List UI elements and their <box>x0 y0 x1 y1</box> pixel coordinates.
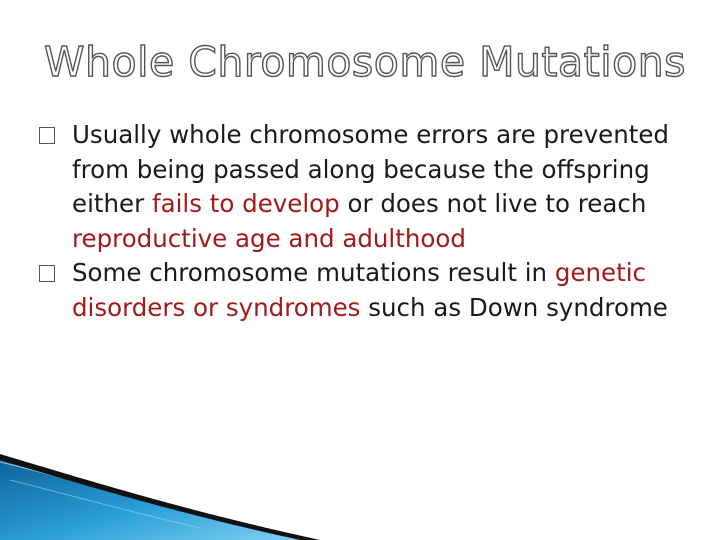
bullet-text: Some chromosome mutations result in <box>72 258 555 287</box>
slide-body <box>30 118 710 325</box>
bullet-item <box>30 118 710 256</box>
bullet-text: or does not live to reach <box>339 189 647 218</box>
highlighted-text: fails to develop <box>151 189 340 218</box>
bullet-text: such as Down syndrome <box>360 292 668 322</box>
square-bullet-icon <box>30 125 64 145</box>
highlighted-text: genetic disorders or syndromes <box>72 258 646 322</box>
decorative-swoosh <box>0 440 320 540</box>
bullet-item <box>30 256 710 325</box>
bullet-text: Usually whole chromosome errors are prevented from being passed along because the offspring either <box>72 120 669 218</box>
square-bullet-icon <box>30 263 64 283</box>
slide-title: Whole Chromosome Mutations <box>44 38 687 86</box>
highlighted-text: reproductive age and adulthood <box>72 223 466 253</box>
